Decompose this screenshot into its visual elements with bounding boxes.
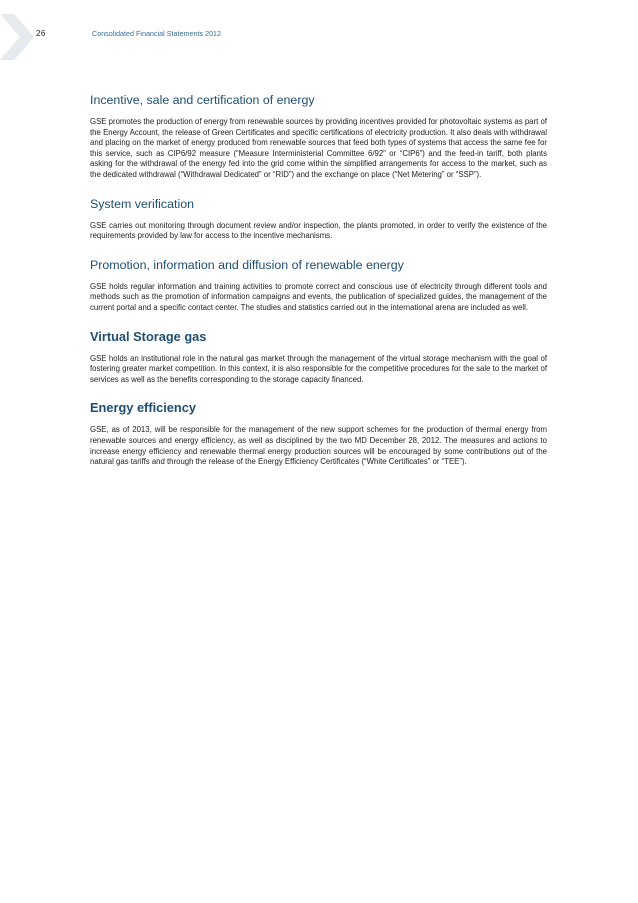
section-title: Virtual Storage gas	[90, 328, 207, 344]
section-title: Incentive, sale and certification of energy	[90, 93, 315, 107]
section-body: GSE holds regular information and training activities to promote correct and conscious use of electricity through different tools and methods such as the promotion of information campaigns and events, the publication of specialized guides, the management of the current portal and a specific contact center. The studies and statistics carried out in the international arena are included as well.	[90, 281, 547, 312]
section-virtual-storage	[90, 329, 547, 386]
section-energy-efficiency	[90, 400, 547, 467]
section-promotion	[90, 257, 547, 314]
running-title: Consolidated Financial Statements 2012	[92, 29, 222, 38]
section-title: Energy efficiency	[90, 400, 196, 416]
section-title: Promotion, information and diffusion of renewable energy	[90, 257, 404, 272]
page-header	[0, 0, 638, 70]
section-incentive	[90, 92, 547, 181]
section-body: GSE promotes the production of energy from renewable sources by providing incentives provided for photovoltaic systems as part of the Energy Account, the release of Green Certificates and specific certifications of electricity production. It also deals with withdrawal and placing on the market of energy produced from renewable sources that feed both types of systems that access the same fee for this service, such as CIP6/92 measure (“Measure Interministerial Committee 6/92” or “CIP6”) and the feed-in tariff, both plants asking for the withdrawal of the energy fed into the grid come within the simplified arrangements for access to the market, such as the dedicated withdrawal (“Withdrawal Dedicated” or “RID”) and the exchange on place (“Net Metering” or “SSP”).	[90, 117, 547, 179]
section-body: GSE holds an institutional role in the natural gas market through the management of the virtual storage mechanism with the goal of fostering greater market competition. In this context, it is also responsible for the competitive procedures for the sale to the market of services as well as the benefits corresponding to the storage capacity financed.	[90, 353, 547, 384]
page-number: 26	[36, 29, 46, 38]
section-system-verification	[90, 196, 547, 242]
section-title: System verification	[90, 196, 194, 211]
section-body: GSE, as of 2013, will be responsible for the management of the new support schemes for the production of thermal energy from renewable sources and energy efficiency, as well as disciplined by the two MD December 28, 2012. The measures and actions to increase energy efficiency and renewable thermal energy production sources will be encouraged by some contributions out of the natural gas tariffs and through the release of the Energy Efficiency Certificates (“White Certificates” or “TEE”).	[90, 425, 547, 467]
chevron-right-icon	[0, 14, 34, 60]
section-body: GSE carries out monitoring through document review and/or inspection, the plants promoted, in order to verify the existence of the requirements provided by law for access to the incentive mechanisms.	[90, 220, 547, 241]
main-content	[90, 92, 547, 483]
